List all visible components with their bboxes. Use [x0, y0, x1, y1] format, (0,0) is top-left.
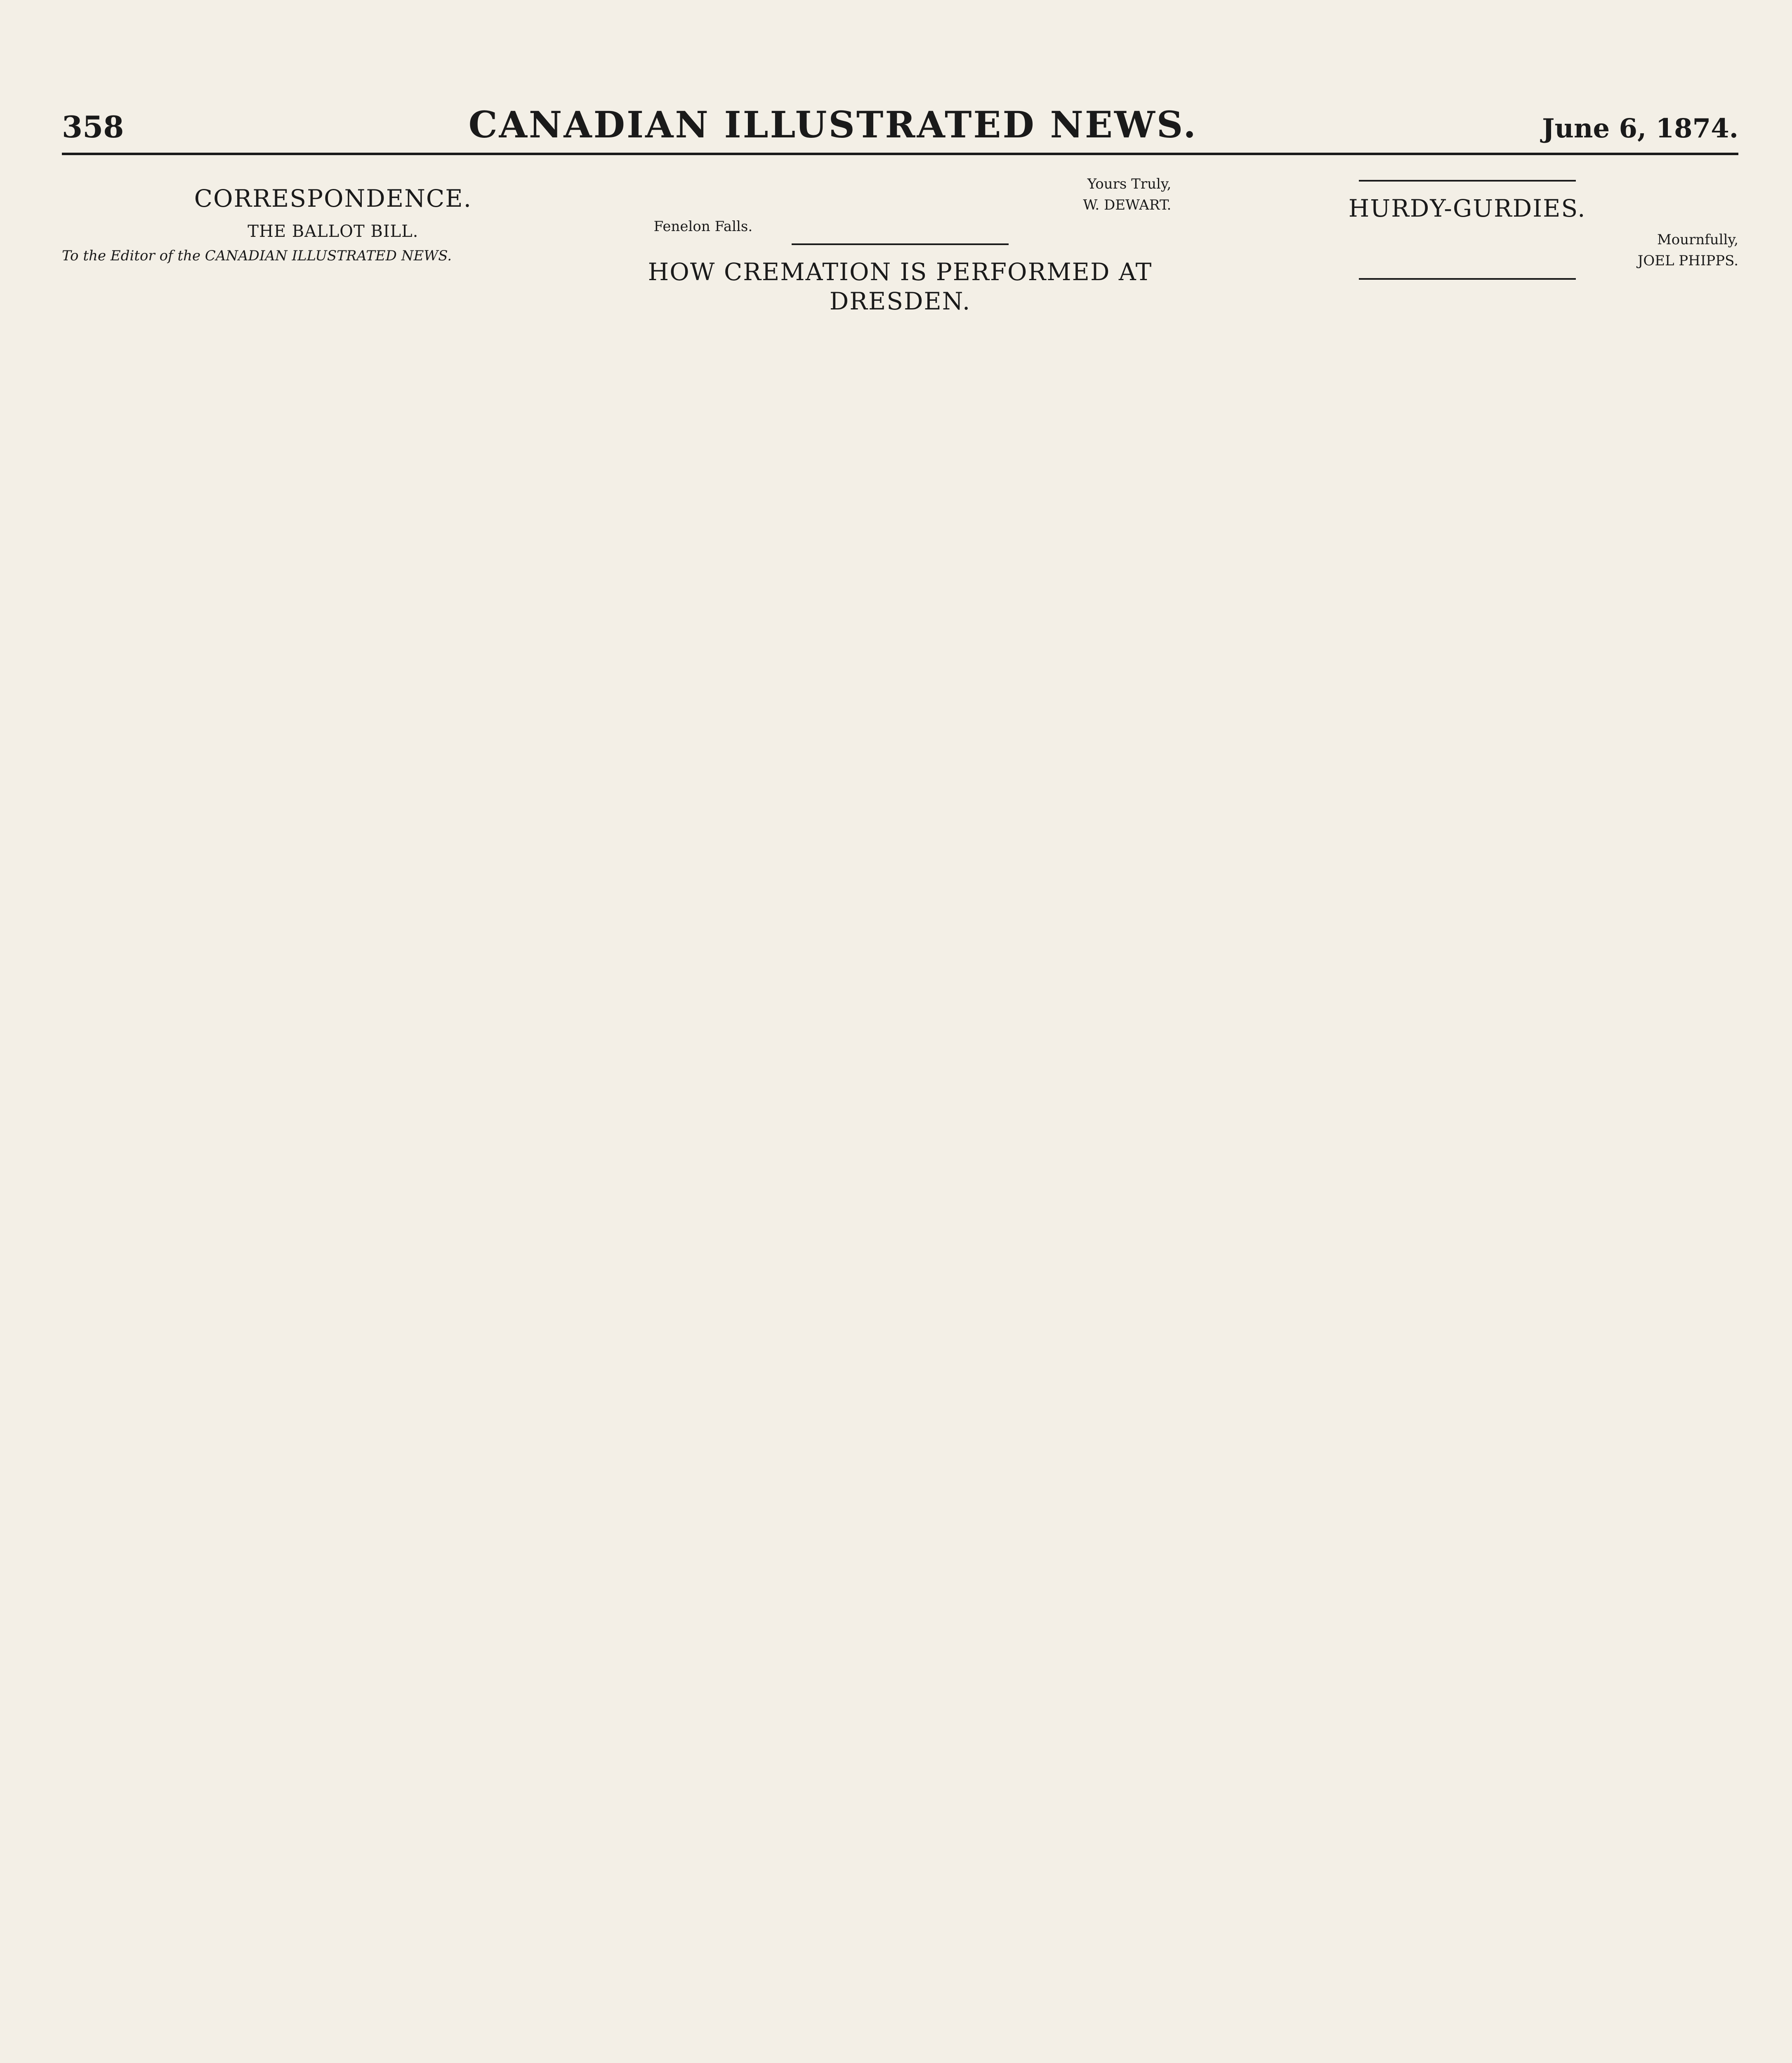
place: Fenelon Falls. [653, 218, 753, 235]
signature: W. DEWART. [1083, 197, 1172, 214]
signature: JOEL PHIPPS. [1637, 253, 1739, 269]
salutation: To the Editor of the CANADIAN ILLUSTRATED NEWS. [62, 247, 452, 264]
columns [62, 172, 1738, 2063]
column-1 [62, 172, 604, 2063]
newspaper-title: CANADIAN ILLUSTRATED NEWS. [468, 103, 1198, 146]
column-3 [1196, 172, 1738, 2063]
issue-date: June 6, 1874. [1542, 113, 1738, 144]
hurdy-heading: HURDY-GURDIES. [1348, 194, 1586, 222]
correspondence-heading: CORRESPONDENCE. [194, 184, 472, 212]
divider [792, 243, 1009, 245]
column-2 [629, 172, 1172, 2063]
closing: Yours Truly, [1087, 176, 1172, 192]
closing: Mournfully, [1657, 231, 1739, 248]
masthead [62, 103, 1738, 155]
divider [1359, 180, 1576, 182]
cremation-heading: HOW CREMATION IS PERFORMED AT DRESDEN. [648, 258, 1153, 316]
ballot-bill-heading: THE BALLOT BILL. [248, 222, 419, 241]
divider [1359, 278, 1576, 280]
page-number: 358 [62, 109, 124, 144]
